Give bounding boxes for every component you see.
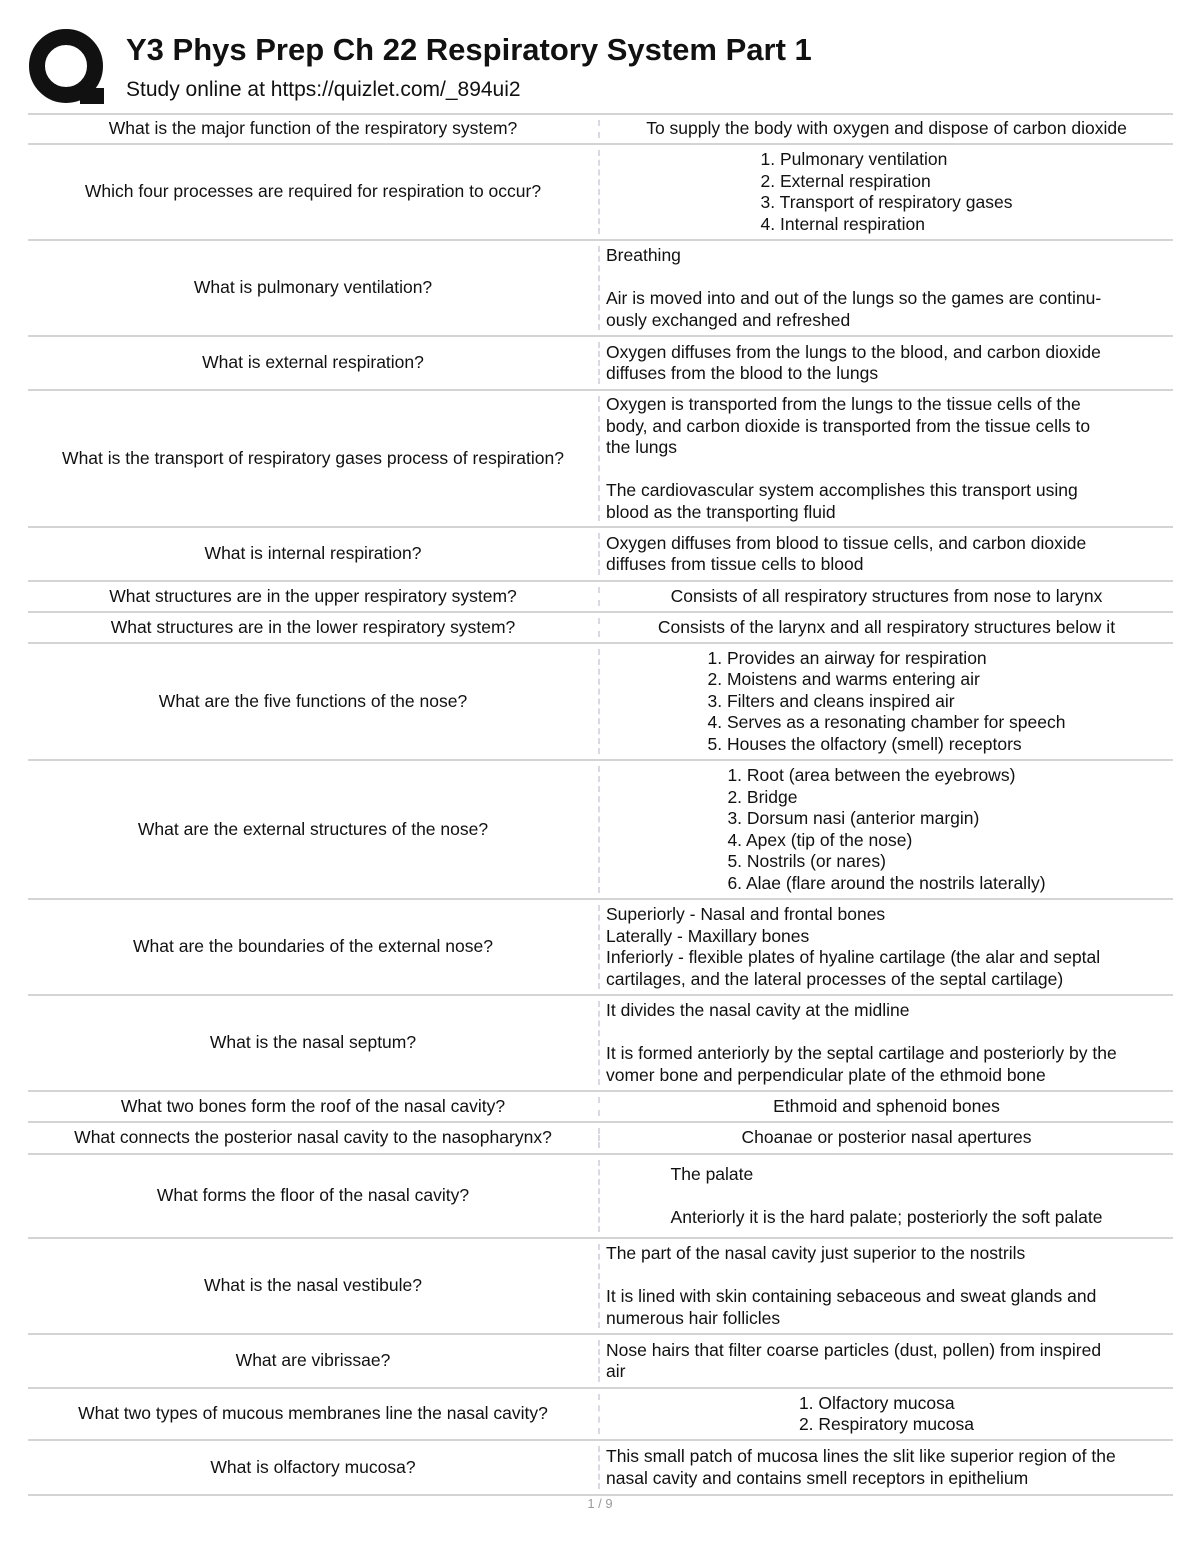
flashcard-definition — [598, 996, 1173, 1090]
column-divider — [598, 1160, 600, 1232]
flashcard-definition — [598, 1441, 1173, 1494]
column-divider — [598, 150, 600, 234]
column-divider — [598, 1446, 600, 1489]
flashcard-definition-text: Breathing Air is moved into and out of the lungs so the games are continu- ously exchanged and refreshed — [606, 245, 1102, 330]
page-title: Y3 Phys Prep Ch 22 Respiratory System Part 1 — [126, 32, 812, 67]
page-indicator: 1 / 9 — [587, 1496, 613, 1511]
flashcard-row — [28, 241, 1173, 337]
flashcard-definition-text: Choanae or posterior nasal apertures — [741, 1127, 1032, 1148]
flashcard-row — [28, 613, 1173, 644]
flashcard-definition — [598, 761, 1173, 898]
quizlet-q-logo-icon — [28, 28, 108, 108]
flashcard-row — [28, 1335, 1173, 1389]
flashcard-term: What is the major function of the respiratory system? — [108, 118, 518, 139]
flashcard-definition — [598, 1239, 1173, 1333]
flashcard-definition-text: Oxygen is transported from the lungs to the tissue cells of the body, and carbon dioxide is transported from the tissue cells to the lungs The cardiovascular system accomplishes this transport using blood as the transporting fluid — [606, 394, 1091, 522]
flashcard-row — [28, 1239, 1173, 1335]
flashcard-term: What connects the posterior nasal cavity to the nasopharynx? — [74, 1127, 552, 1148]
column-divider — [598, 1001, 600, 1085]
flashcard-definition — [598, 1335, 1173, 1387]
column-divider — [598, 120, 600, 138]
flashcard-row — [28, 996, 1173, 1092]
flashcard-term: What structures are in the lower respiratory system? — [110, 616, 516, 637]
column-divider — [598, 766, 600, 893]
flashcard-term: What is the nasal vestibule? — [204, 1275, 422, 1296]
column-divider — [598, 533, 600, 575]
flashcard-definition — [598, 145, 1173, 239]
flashcard-row — [28, 337, 1173, 391]
flashcard-row — [28, 900, 1173, 996]
flashcard-definition — [598, 1389, 1173, 1439]
flashcard-term: What two types of mucous membranes line the nasal cavity? — [78, 1403, 548, 1424]
flashcard-row — [28, 528, 1173, 582]
flashcard-definition-text: Superiorly - Nasal and frontal bones Laterally - Maxillary bones Inferiorly - flexible plates of hyaline cartilage (the alar and septal cartilages, and the lateral processes of the septal cartilage) — [606, 904, 1101, 989]
column-divider — [598, 618, 600, 637]
column-divider — [598, 1244, 600, 1328]
flashcard-definition-text: Consists of the larynx and all respiratory structures below it — [657, 616, 1116, 637]
study-online-link[interactable]: Study online at https://quizlet.com/_894ui2 — [126, 78, 521, 101]
flashcard-term: What are the boundaries of the external nose? — [133, 936, 493, 957]
flashcard-definition-text: Oxygen diffuses from the lungs to the blood, and carbon dioxide diffuses from the blood to the lungs — [606, 341, 1101, 383]
column-divider — [598, 905, 600, 989]
column-divider — [598, 649, 600, 754]
flashcard-definition-text: Consists of all respiratory structures from nose to larynx — [670, 585, 1103, 606]
flashcard-definition-text: The part of the nasal cavity just superior to the nostrils It is lined with skin containing sebaceous and sweat glands and numerous hair follicles — [606, 1243, 1097, 1328]
flashcard-row — [28, 644, 1173, 761]
flashcard-term: What two bones form the roof of the nasal cavity? — [120, 1095, 506, 1116]
flashcard-definition-text: 1. Root (area between the eyebrows) 2. Bridge 3. Dorsum nasi (anterior margin) 4. Apex (tip of the nose) 5. Nostrils (or nares) 6. Alae (flare around the nostrils laterally) — [727, 765, 1046, 893]
flashcard-definition — [598, 391, 1173, 526]
column-divider — [598, 396, 600, 521]
flashcard-row — [28, 761, 1173, 900]
flashcard-term: What is pulmonary ventilation? — [193, 277, 433, 298]
flashcard-definition — [598, 337, 1173, 389]
flashcard-definition — [598, 115, 1173, 143]
flashcard-definition — [598, 1155, 1173, 1237]
flashcard-term: What are vibrissae? — [235, 1350, 391, 1371]
flashcard-definition — [598, 613, 1173, 642]
flashcard-term: What are the five functions of the nose? — [158, 690, 468, 711]
flashcard-row — [28, 145, 1173, 241]
column-divider — [598, 1340, 600, 1382]
flashcard-row — [28, 115, 1173, 145]
flashcard-definition — [598, 528, 1173, 580]
flashcard-definition-text: Ethmoid and sphenoid bones — [773, 1095, 1000, 1116]
column-divider — [598, 342, 600, 384]
flashcard-term: What are the external structures of the nose? — [137, 818, 489, 839]
flashcard-definition — [598, 582, 1173, 611]
flashcard-row — [28, 1155, 1173, 1239]
flashcard-definition — [598, 241, 1173, 335]
flashcard-row — [28, 582, 1173, 613]
flashcard-definition — [598, 644, 1173, 759]
column-divider — [598, 1097, 600, 1116]
flashcard-definition-text: Oxygen diffuses from blood to tissue cells, and carbon dioxide diffuses from tissue cells to blood — [606, 532, 1087, 574]
flashcard-row — [28, 391, 1173, 528]
flashcard-table — [28, 113, 1173, 1496]
flashcard-definition-text: To supply the body with oxygen and dispose of carbon dioxide — [646, 118, 1127, 139]
flashcard-definition-text: 1. Pulmonary ventilation 2. External respiration 3. Transport of respiratory gases 4. Internal respiration — [760, 149, 1013, 234]
flashcard-term: What is internal respiration? — [204, 543, 422, 564]
flashcard-row — [28, 1389, 1173, 1441]
column-divider — [598, 1394, 600, 1434]
column-divider — [598, 587, 600, 606]
flashcard-row — [28, 1092, 1173, 1123]
flashcard-definition-text: This small patch of mucosa lines the slit like superior region of the nasal cavity and contains smell receptors in epithelium — [606, 1446, 1116, 1488]
flashcard-term: What is the transport of respiratory gases process of respiration? — [62, 447, 564, 468]
flashcard-definition — [598, 1123, 1173, 1153]
flashcard-row — [28, 1441, 1173, 1496]
flashcard-row — [28, 1123, 1173, 1155]
flashcard-definition-text: Nose hairs that filter coarse particles (dust, pollen) from inspired air — [606, 1339, 1102, 1381]
flashcard-term: What is the nasal septum? — [209, 1032, 417, 1053]
flashcard-definition-text: The palate Anteriorly it is the hard palate; posteriorly the soft palate — [670, 1163, 1103, 1227]
flashcard-definition — [598, 1092, 1173, 1121]
flashcard-term: What is olfactory mucosa? — [210, 1456, 416, 1477]
column-divider — [598, 1128, 600, 1148]
flashcard-definition-text: 1. Provides an airway for respiration 2. Moistens and warms entering air 3. Filters and cleans inspired air 4. Serves as a resonating chamber for speech 5. Houses the olfactory (smell) receptors — [707, 647, 1066, 754]
flashcard-term: What structures are in the upper respiratory system? — [109, 585, 517, 606]
column-divider — [598, 246, 600, 330]
flashcard-term: What is external respiration? — [202, 352, 424, 373]
flashcard-definition — [598, 900, 1173, 994]
flashcard-term: Which four processes are required for respiration to occur? — [84, 181, 542, 202]
flashcard-term: What forms the floor of the nasal cavity? — [156, 1185, 470, 1206]
flashcard-definition-text: 1. Olfactory mucosa 2. Respiratory mucosa — [798, 1392, 975, 1434]
flashcard-definition-text: It divides the nasal cavity at the midline It is formed anteriorly by the septal cartilage and posteriorly by the vomer bone and perpendicular plate of the ethmoid bone — [606, 1000, 1117, 1085]
document-header — [28, 28, 1178, 112]
